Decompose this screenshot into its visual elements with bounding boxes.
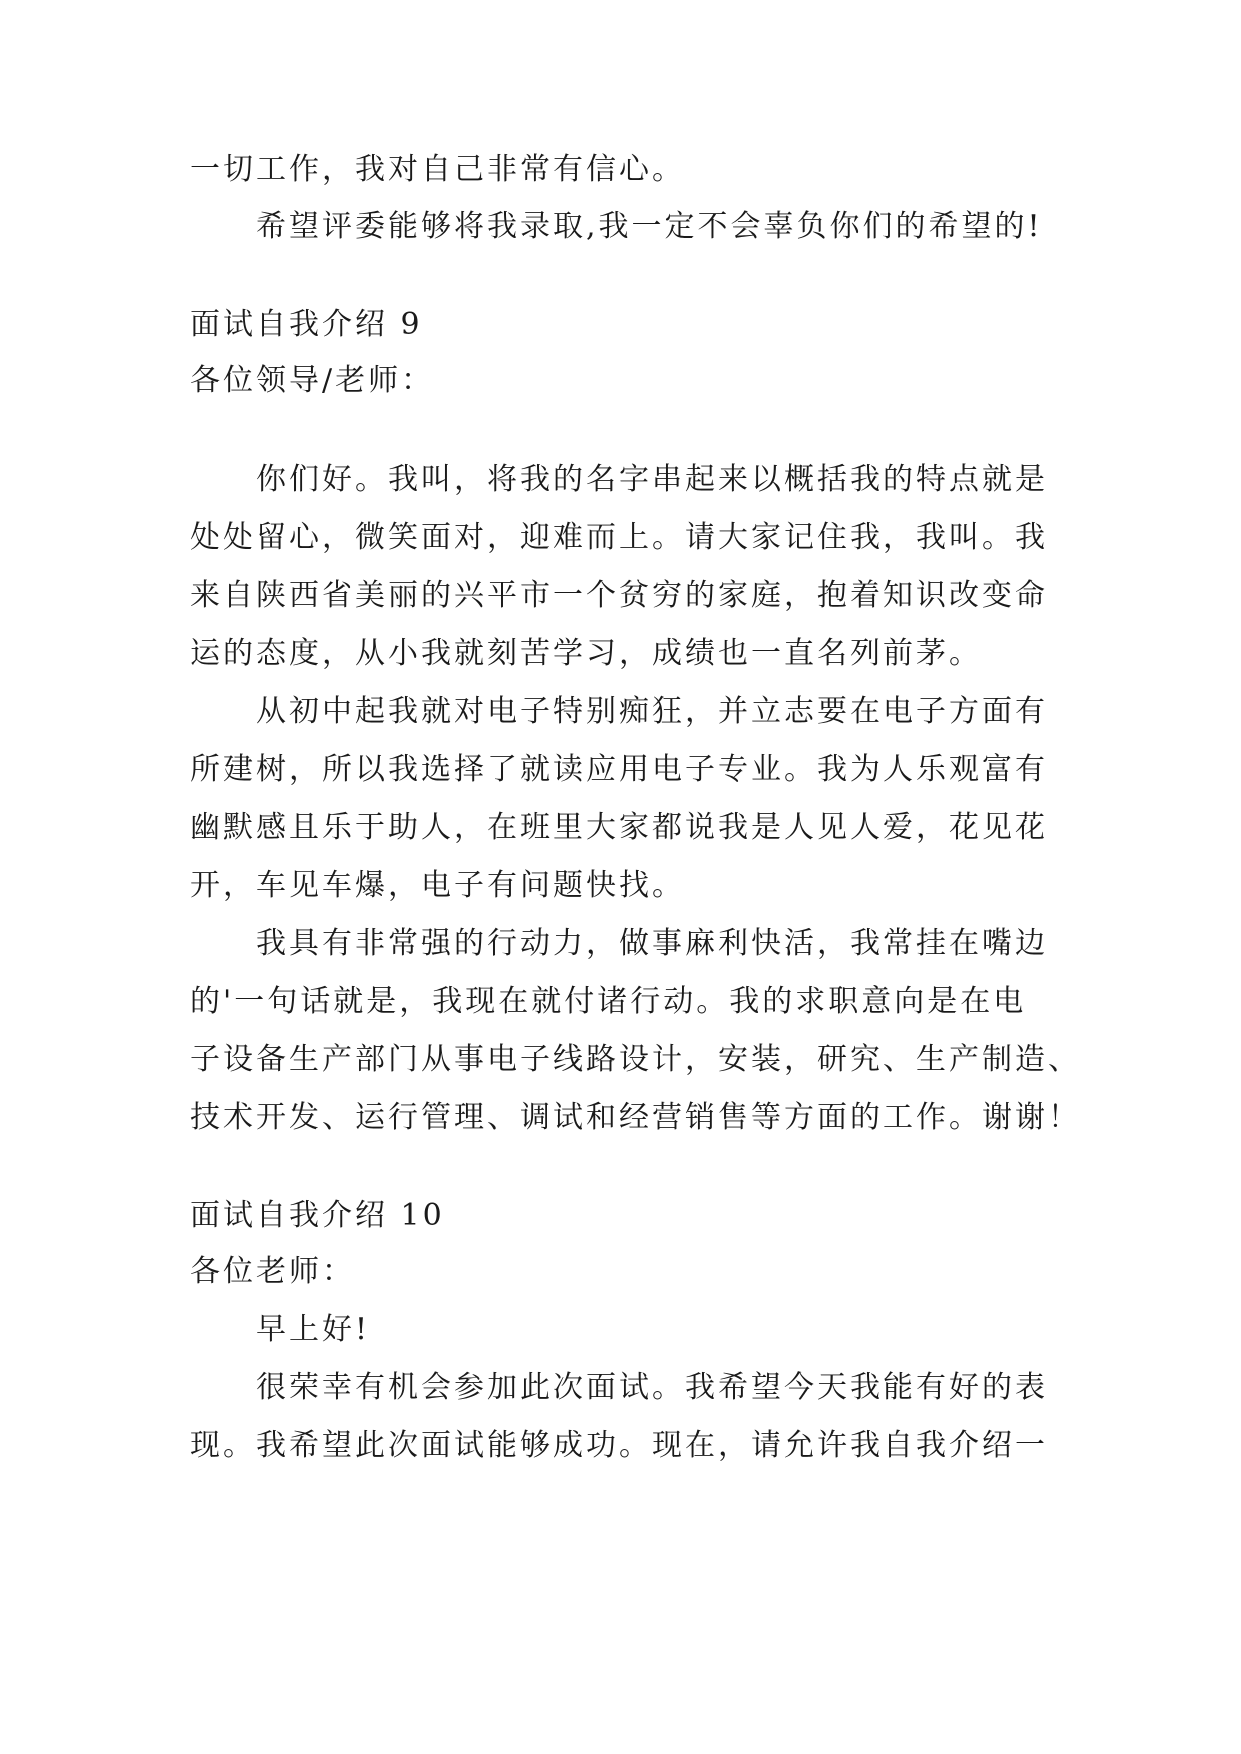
salutation: 各位领导/老师： <box>190 363 435 398</box>
salutation: 各位老师： <box>190 1254 355 1289</box>
text-line: 子设备生产部门从事电子线路设计，安装，研究、生产制造、 <box>190 1042 1081 1077</box>
text-line: 很荣幸有机会参加此次面试。我希望今天我能有好的表 <box>256 1370 1048 1405</box>
greeting-line: 早上好! <box>256 1312 371 1347</box>
text-line: 一切工作，我对自己非常有信心。 <box>190 152 685 187</box>
text-line: 处处留心，微笑面对，迎难而上。请大家记住我，我叫。我 <box>190 520 1048 555</box>
text-line: 来自陕西省美丽的兴平市一个贫穷的家庭，抱着知识改变命 <box>190 578 1048 613</box>
text-line: 开，车见车爆，电子有问题快找。 <box>190 868 685 903</box>
text-line: 运的态度，从小我就刻苦学习，成绩也一直名列前茅。 <box>190 636 982 671</box>
text-line: 幽默感且乐于助人，在班里大家都说我是人见人爱，花见花 <box>190 810 1048 845</box>
section-title: 面试自我介绍 10 <box>190 1198 445 1233</box>
text-line: 的'一句话就是，我现在就付诸行动。我的求职意向是在电 <box>190 984 1027 1019</box>
text-line: 从初中起我就对电子特别痴狂，并立志要在电子方面有 <box>256 694 1048 729</box>
section-title: 面试自我介绍 9 <box>190 307 423 342</box>
text-line: 希望评委能够将我录取,我一定不会辜负你们的希望的! <box>256 209 1043 244</box>
text-line: 我具有非常强的行动力，做事麻利快活，我常挂在嘴边 <box>256 926 1048 961</box>
text-line: 现。我希望此次面试能够成功。现在，请允许我自我介绍一 <box>190 1428 1048 1463</box>
text-line: 所建树，所以我选择了就读应用电子专业。我为人乐观富有 <box>190 752 1048 787</box>
text-line: 技术开发、运行管理、调试和经营销售等方面的工作。谢谢！ <box>190 1100 1081 1135</box>
text-line: 你们好。我叫，将我的名字串起来以概括我的特点就是 <box>256 462 1048 497</box>
